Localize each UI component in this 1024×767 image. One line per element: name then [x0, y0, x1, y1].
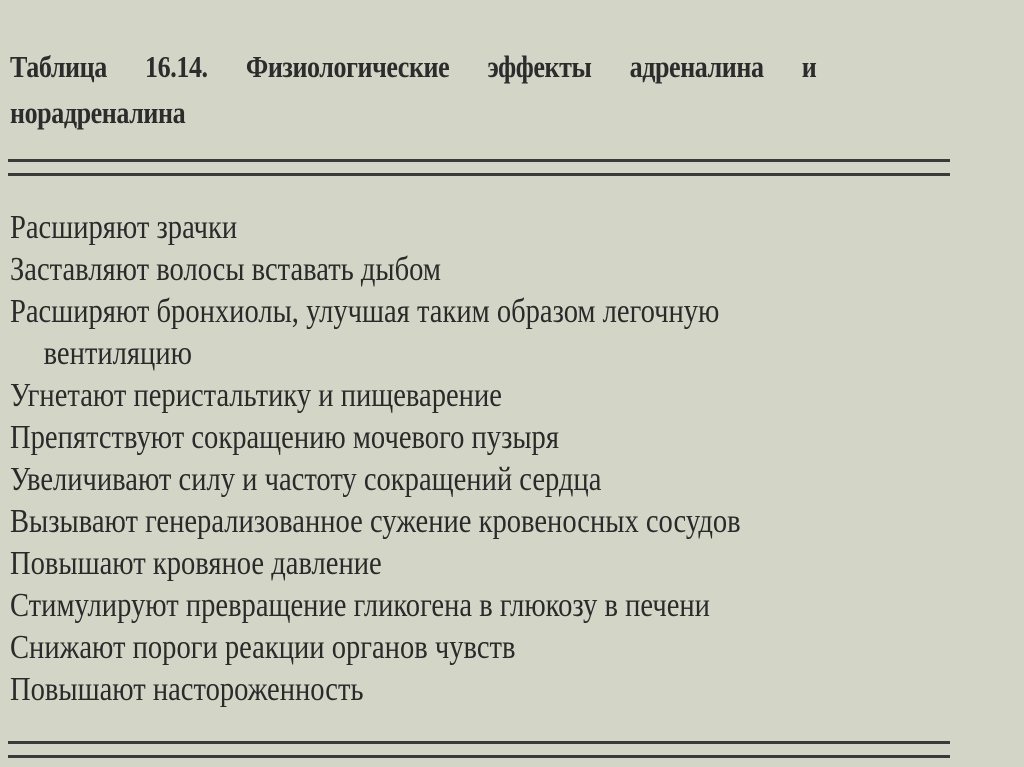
top-rule-1 [8, 159, 950, 162]
table-title: Таблица 16.14. Физиологические эффекты адреналина и норадреналина [10, 49, 817, 130]
list-item [10, 249, 951, 291]
list-item-text: Вызывают генерализованное сужение кровеносных сосудов [10, 503, 741, 540]
list-item [10, 501, 951, 543]
list-item [10, 459, 951, 501]
list-item-text: Повышают настороженность [10, 671, 364, 708]
list-item-text: Снижают пороги реакции органов чувств [10, 629, 516, 666]
bottom-rule-1 [8, 741, 950, 744]
list-item [10, 585, 951, 627]
list-item [10, 375, 951, 417]
list-item [10, 669, 951, 711]
list-item-text: Повышают кровяное давление [10, 545, 382, 582]
effects-list [10, 207, 951, 711]
list-item-continuation: вентиляцию [43, 335, 192, 372]
list-item-text: Расширяют бронхиолы, улучшая таким образом легочную [10, 293, 720, 330]
list-item-text: Угнетают перистальтику и пищеварение [10, 377, 502, 414]
list-item [10, 627, 951, 669]
list-item-text: Препятствуют сокращению мочевого пузыря [10, 419, 559, 456]
list-item-text: Заставляют волосы вставать дыбом [10, 251, 441, 288]
list-item-text: Стимулируют превращение гликогена в глюкозу в печени [10, 587, 710, 624]
list-item-text: Увеличивают силу и частоту сокращений сердца [10, 461, 602, 498]
bottom-rule-2 [8, 755, 950, 758]
list-item [10, 417, 951, 459]
list-item [10, 207, 951, 249]
list-item-text: Расширяют зрачки [10, 209, 238, 246]
list-item [10, 543, 951, 585]
top-rule-2 [8, 173, 950, 176]
list-item [10, 291, 951, 375]
